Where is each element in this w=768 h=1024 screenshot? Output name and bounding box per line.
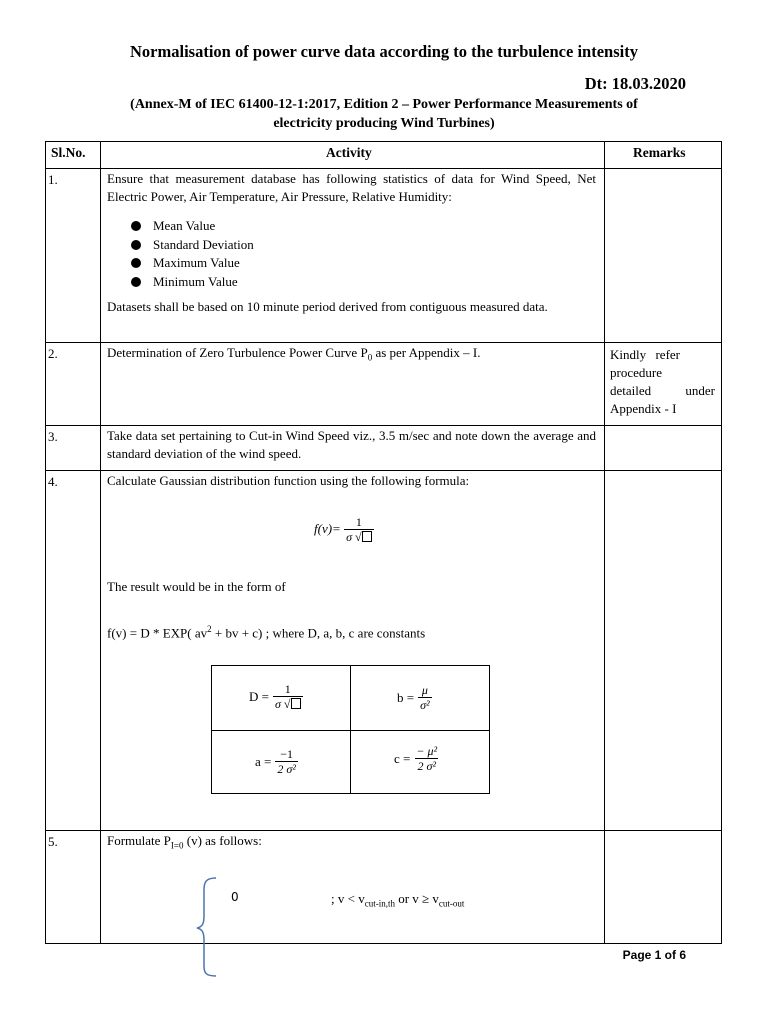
list-item: Minimum Value <box>131 273 254 292</box>
activity-text: Take data set pertaining to Cut-in Wind Speed viz., 3.5 m/sec and note down the average and standard deviation of the wind speed. <box>107 428 596 461</box>
list-item: Standard Deviation <box>131 236 254 255</box>
table-divider <box>604 141 605 944</box>
bullet-icon <box>131 221 141 231</box>
remark-line: Kindly refer procedure <box>610 347 680 380</box>
column-header-slno: Sl.No. <box>51 145 86 160</box>
curly-brace-icon <box>196 876 220 978</box>
page-number: Page 1 of 6 <box>622 948 686 962</box>
placeholder-box <box>362 531 372 542</box>
remark-line: detailed under Appendix - I <box>610 383 715 416</box>
page-subtitle <box>60 95 708 133</box>
table-divider <box>100 141 101 944</box>
table-divider <box>45 168 722 169</box>
activity-text: Datasets shall be based on 10 minute period derived from contiguous measured data. <box>107 299 548 314</box>
table-divider <box>45 425 722 426</box>
table-divider <box>45 943 722 944</box>
list-item: Mean Value <box>131 217 254 236</box>
activity-text: Determination of Zero Turbulence Power Curve $P_0$ as per Appendix – I. <box>107 345 481 363</box>
activity-text: The result would be in the form of <box>107 579 286 594</box>
page-title: Normalisation of power curve data according to the turbulence intensity <box>130 42 638 61</box>
activity-text: Calculate Gaussian distribution function using the following formula: <box>107 473 470 488</box>
activity-text: f(v) = D * EXP( $av^2$ + bv + c) ; where D, a, b, c are constants <box>107 624 426 641</box>
bullet-icon <box>131 277 141 287</box>
constant-a-formula: a = $\frac{-1}{\text{2 σ²}}$ <box>255 747 296 776</box>
activity-text: Ensure that measurement database has following statistics of data for Wind Speed, Net Electric Power, Air Temperature, Air Pressure, Relative Humidity: <box>107 171 596 204</box>
row-number: 5. <box>48 834 58 849</box>
table-divider <box>45 830 722 831</box>
bullet-icon <box>131 258 141 268</box>
subtitle-line-1: (Annex-M of IEC 61400-12-1:2017, Edition 2 – Power Performance Measurements of <box>130 97 638 112</box>
bullet-icon <box>131 240 141 250</box>
gaussian-formula: f(v)= $\frac{1}{\sigma √}$ <box>314 515 374 545</box>
row-number: 2. <box>48 346 58 361</box>
table-divider <box>212 730 489 731</box>
table-divider <box>45 342 722 343</box>
row-number: 4. <box>48 474 58 489</box>
case-value: 0 <box>231 890 239 904</box>
column-header-remarks: Remarks <box>633 145 686 160</box>
constant-c-formula: c = $\frac{\text{− μ²}}{\text{2 σ²}}$ <box>394 744 438 773</box>
column-header-activity: Activity <box>326 145 372 160</box>
subtitle-line-2: electricity producing Wind Turbines) <box>273 116 495 131</box>
placeholder-box <box>291 698 301 709</box>
activity-text: Formulate $P_{I=0}$ (v) as follows: <box>107 833 262 851</box>
constant-b-formula: b = $\frac{\mu}{\text{σ²}}$ <box>397 683 430 712</box>
case-condition: ; $v < v_{cut-in,th}$ or $v \ge v_{cut-out}$ <box>331 891 465 909</box>
statistics-list <box>131 217 254 291</box>
document-date: Dt: 18.03.2020 <box>584 74 686 93</box>
row-number: 3. <box>48 429 58 444</box>
table-divider <box>45 470 722 471</box>
list-item: Maximum Value <box>131 254 254 273</box>
row-number: 1. <box>48 172 58 187</box>
remark-text <box>610 346 715 418</box>
constant-d-formula: D = $\frac{1}{\sigma √}$ <box>249 682 303 712</box>
